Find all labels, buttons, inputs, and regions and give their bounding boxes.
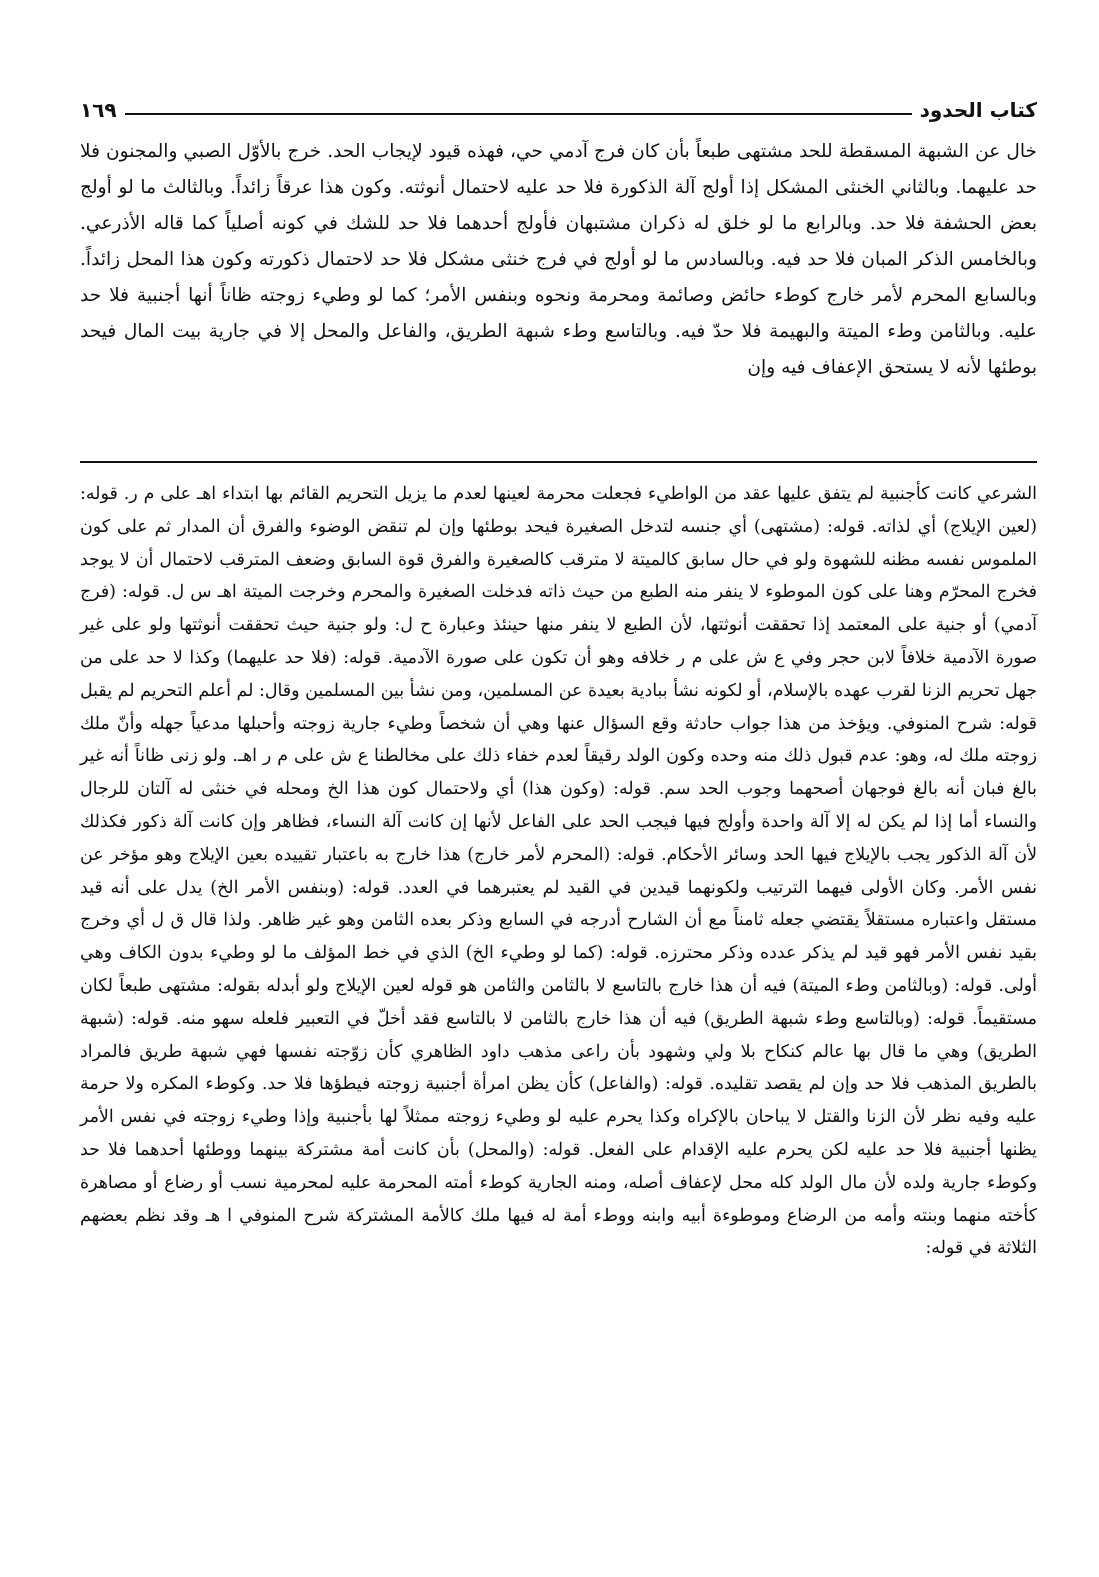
main-text: خال عن الشبهة المسقطة للحد مشتهى طبعاً بأن كان فرج آدمي حي، فهذه قيود لإيجاب الحد. خرج بالأوّل الصبي والمجنون فلا حد عليهما. وبالثاني الخنثى المشكل إذا أولج آلة الذكورة فلا حد عليه لاحتمال أنوثته. وكون هذا عرقاً زائداً. وبالثالث ما لو أولج بعض الحشفة فلا حد. وبالرابع ما لو خلق له ذكران مشتبهان فأولج أحدهما فلا حد للشك في كونه أصلياً كما قاله الأذرعي. وبالخامس الذكر المبان فلا حد فيه. وبالسادس ما لو أولج في فرج خنثى مشكل فلا حد لاحتمال ذكورته وكون هذا المحل زائداً. وبالسابع المحرم لأمر خارج كوطء حائض وصائمة ومحرمة ونحوه وبنفس الأمر؛ كما لو وطيء زوجته ظاناً أنها أجنبية فلا حد عليه. وبالثامن وطء الميتة والبهيمة فلا حدّ فيه. وبالتاسع وطء شبهة الطريق، والفاعل والمحل إلا في جارية بيت المال فيحد بوطئها لأنه لا يستحق الإعفاف فيه وإن — [80, 141, 1037, 378]
footnote-separator — [80, 461, 1037, 463]
header-rule — [125, 113, 912, 115]
footnotes-text: الشرعي كانت كأجنبية لم يتفق عليها عقد من الواطيء فجعلت محرمة لعينها لعدم ما يزيل التحريم القائم بها ابتداء اهـ على م ر. قوله: (لعين الإيلاج) أي لذاته. قوله: (مشتهى) أي جنسه لتدخل الصغيرة فيحد بوطئها وإن لم تنقض الوضوء والفرق أن المدار ثم على كون الملموس نفسه مظنه للشهوة ولو في حال سابق كالميتة لا مترقب كالصغيرة والفرق قوة السابق وضعف المترقب لاحتمال أن لا يوجد فخرج المحرّم وهنا على كون الموطوء لا ينفر منه الطبع من حيث ذاته فدخلت الصغيرة والمحرم وخرجت الميتة اهـ س ل. قوله: (فرج آدمي) أو جنية على المعتمد إذا تحققت أنوثتها، لأن الطبع لا ينفر منها حينئذ وعبارة ح ل: ولو جنية حيث تحققت أنوثتها ولو على غير صورة الآدمية خلافاً لابن حجر وفي ع ش على م ر خلافه وهو أن تكون على صورة الآدمية. قوله: (فلا حد عليهما) وكذا لا حد على من جهل تحريم الزنا لقرب عهده بالإسلام، أو لكونه نشأ ببادية بعيدة عن المسلمين، ومن نشأ بين المسلمين وقال: لم أعلم التحريم لم يقبل قوله: شرح المنوفي. ويؤخذ من هذا جواب حادثة وقع السؤال عنها وهي أن شخصاً وطيء جارية زوجته وأحبلها مدعياً جهله وأنّ ملك زوجته ملك له، وهو: عدم قبول ذلك منه وحده وكون الولد رقيقاً لعدم خفاء ذلك على مخالطنا ع ش على م ر اهـ. ولو زنى ظاناً أنه غير بالغ فبان أنه بالغ فوجهان أصحهما وجوب الحد سم. قوله: (وكون هذا) أي ولاحتمال كون هذا الخ ومحله في خنثى له آلتان للرجال والنساء أما إذا لم يكن له إلا آلة واحدة وأولج فيها فيجب الحد على الفاعل لأنها إن كانت آلة النساء، فظاهر وإن كانت آلة ذكور فكذلك لأن آلة الذكور يجب بالإيلاج فيها الحد وسائر الأحكام. قوله: (المحرم لأمر خارج) هذا خارج به باعتبار تقييده بعين الإيلاج وهو مؤخر عن نفس الأمر. وكان الأولى فيهما الترتيب ولكونهما قيدين في القيد لم يعتبرهما في العدد. قوله: (وبنفس الأمر الخ) يدل على أنه قيد مستقل واعتباره مستقلاً يقتضي جعله ثامناً مع أن الشارح أدرجه في السابع وذكر بعده الثامن وهو غير ظاهر. ولذا قال ق ل أي وخرج بقيد نفس الأمر فهو قيد لم يذكر عدده وذكر محترزه. قوله: (كما لو وطيء الخ) الذي في خط المؤلف ما لو وطيء بدون الكاف وهي أولى. قوله: (وبالثامن وطء الميتة) فيه أن هذا خارج بالتاسع لا بالثامن والثامن هو قوله لعين الإيلاج ولو أبدله بقوله: مشتهى طبعاً لكان مستقيماً. قوله: (وبالتاسع وطء شبهة الطريق) فيه أن هذا خارج بالثامن لا بالتاسع فقد أخلّ في التعبير فلعله سهو منه. قوله: (شبهة الطريق) وهي ما قال بها عالم كنكاح بلا ولي وشهود بأن راعى مذهب داود الظاهري كأن زوّجته نفسها فهي شبهة طريق فالمراد بالطريق المذهب فلا حد وإن لم يقصد تقليده. قوله: (والفاعل) كأن يظن امرأة أجنبية زوجته فيطؤها فلا حد. وكوطء المكره ولا حرمة عليه وفيه نظر لأن الزنا والقتل لا يباحان بالإكراه وكذا يحرم عليه لو وطيء زوجته ممثلاً لها بأجنبية وإذا وطيء زوجته في نفس الأمر يظنها أجنبية فلا حد عليه لكن يحرم عليه الإقدام على الفعل. قوله: (والمحل) بأن كانت أمة مشتركة بينهما ووطئها أحدهما فلا حد وكوطء جارية ولده لأن مال الولد كله محل لإعفاف أصله، ومنه الجارية كوطء أمته المحرمة عليه لمحرمية نسب أو رضاع أو مصاهرة كأخته منهما وبنته وأمه من الرضاع وموطوءة أبيه وابنه ووطء أمة له فيها ملك كالأمة المشتركة شرح المنوفي ا هـ وقد نظم بعضهم الثلاثة في قوله: — [80, 484, 1037, 1259]
page-header — [80, 84, 1037, 122]
running-title: كتاب الحدود — [919, 98, 1037, 122]
page-number: ١٦٩ — [80, 98, 117, 122]
